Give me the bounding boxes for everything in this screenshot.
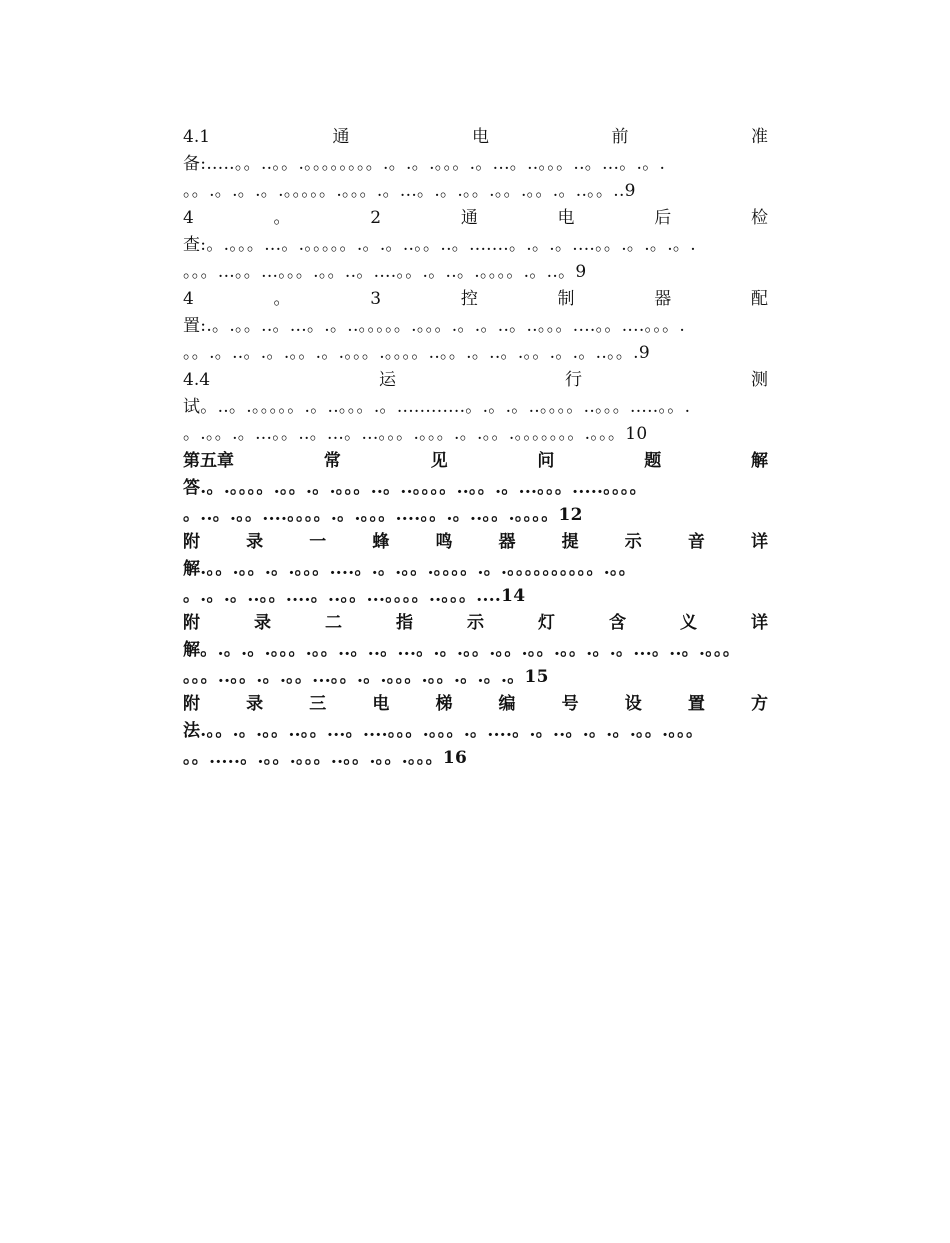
toc-heading-word: 一 [309, 532, 327, 552]
toc-heading-word: 录 [246, 694, 264, 714]
toc-heading-word: 录 [254, 613, 271, 633]
toc-heading-word: 行 [565, 370, 583, 390]
toc-heading-word: 电 [557, 208, 575, 228]
toc-heading-word: 运 [379, 370, 397, 390]
toc-heading-word: 后 [654, 208, 672, 228]
toc-heading-word: 4 [183, 208, 194, 228]
toc-heading-word: 置 [687, 694, 705, 714]
toc-heading-word: 鸣 [435, 532, 453, 552]
toc-heading-word: 编 [498, 694, 516, 714]
toc-leader-line: 。.。。.。...。。..。...。...。。。.。。。.。.。。.。。。。。。。.。。。10 [183, 424, 648, 444]
toc-heading-word: 常 [323, 451, 341, 471]
toc-heading-word: 详 [751, 613, 768, 633]
toc-entry-heading [183, 367, 768, 394]
toc-heading-word: 义 [680, 613, 697, 633]
toc-heading-word: 详 [750, 532, 768, 552]
toc-heading-word: 附 [183, 532, 200, 552]
toc-leader-line: 查:。.。。。...。.。。。。。.。.。..。。..。.......。.。.。....。。.。.。.。. [183, 235, 696, 255]
toc-heading-word: 号 [561, 694, 579, 714]
toc-entry-heading [183, 286, 768, 313]
toc-entry[interactable] [183, 691, 768, 772]
toc-heading-word: 电 [372, 694, 390, 714]
toc-heading-word: 灯 [538, 613, 555, 633]
toc-entry-heading [183, 448, 768, 475]
toc-heading-word: 提 [561, 532, 579, 552]
toc-heading-word: 通 [332, 127, 350, 147]
toc-heading-word: 3 [370, 289, 382, 309]
toc-heading-word: 前 [611, 127, 629, 147]
toc-entry[interactable] [183, 124, 768, 205]
toc-heading-word: 指 [396, 613, 413, 633]
toc-leader-line: 。。.。..。.。.。。.。.。。。.。。。。..。。.。..。.。。.。.。..。。.9 [183, 343, 650, 363]
toc-leader-line: 。.。.。..。。....。..。。...。。。。..。。。....14 [183, 586, 526, 606]
toc-leader-line: 。..。.。。....。。。。.。.。。。....。。.。..。。.。。。。12 [183, 505, 583, 525]
table-of-contents [183, 124, 768, 772]
toc-leader-line: 答.。.。。。。.。。.。.。。。..。..。。。。..。。.。...。。。.....。。。。 [183, 478, 647, 498]
toc-entry[interactable] [183, 529, 768, 610]
toc-entry[interactable] [183, 367, 768, 448]
toc-heading-word: 检 [750, 208, 768, 228]
toc-heading-word: 控 [460, 289, 478, 309]
toc-heading-word: 蜂 [372, 532, 390, 552]
toc-leader-line: 。。。..。。.。.。。...。。.。.。。。.。。.。.。.。15 [183, 667, 549, 687]
toc-entry[interactable] [183, 610, 768, 691]
toc-heading-word: 解 [750, 451, 768, 471]
toc-entry[interactable] [183, 448, 768, 529]
toc-entry-heading [183, 205, 768, 232]
toc-heading-word: 三 [309, 694, 327, 714]
toc-heading-word: 电 [472, 127, 490, 147]
toc-heading-word: 方 [750, 694, 768, 714]
toc-heading-word: 通 [460, 208, 478, 228]
toc-heading-word: 配 [750, 289, 768, 309]
toc-heading-word: 示 [624, 532, 642, 552]
toc-heading-word: 录 [246, 532, 264, 552]
toc-heading-word: 第五章 [183, 451, 234, 471]
toc-leader-line: 备:.....。。..。。.。。。。。。。。.。.。.。。。.。...。..。。。..。...。.。. [183, 154, 666, 174]
toc-heading-word: 题 [644, 451, 662, 471]
toc-heading-word: 梯 [435, 694, 453, 714]
toc-heading-word: 4 [183, 289, 194, 309]
toc-leader-line: 解.。。.。。.。.。。。....。.。.。。.。。。。.。.。。。。。。。。。。.。。 [183, 559, 637, 579]
toc-heading-word: 4.1 [183, 127, 211, 147]
toc-heading-word: 。 [273, 208, 291, 228]
toc-entry-heading [183, 691, 768, 718]
toc-heading-word: 准 [750, 127, 768, 147]
toc-leader-line: 。。.....。.。。.。。。..。。.。。.。。。16 [183, 748, 468, 768]
toc-leader-line: 试。..。.。。。。。.。..。。。.。............。.。.。..。。。。..。。。.....。。. [183, 397, 691, 417]
toc-heading-word: 示 [467, 613, 484, 633]
toc-entry[interactable] [183, 205, 768, 286]
toc-leader-line: 法.。。.。.。。..。。...。....。。。.。。。.。....。.。..。.。.。.。。.。。。 [183, 721, 704, 741]
toc-heading-word: 。 [273, 289, 291, 309]
toc-heading-word: 制 [557, 289, 575, 309]
toc-entry[interactable] [183, 286, 768, 367]
toc-heading-word: 2 [370, 208, 382, 228]
toc-leader-line: 。。.。.。.。.。。。。。.。。。.。...。.。.。。.。。.。。.。..。。..9 [183, 181, 636, 201]
toc-heading-word: 设 [624, 694, 642, 714]
toc-heading-word: 附 [183, 694, 200, 714]
toc-entry-heading [183, 610, 768, 637]
toc-heading-word: 见 [430, 451, 448, 471]
toc-heading-word: 器 [654, 289, 672, 309]
toc-heading-word: 测 [751, 370, 768, 390]
toc-entry-heading [183, 124, 768, 151]
toc-leader-line: 。。。...。。...。。。.。。..。....。。.。..。.。。。。.。..。9 [183, 262, 587, 282]
toc-entry-heading [183, 529, 768, 556]
toc-heading-word: 器 [498, 532, 516, 552]
toc-leader-line: 解。.。.。.。。。.。。..。..。...。.。.。。.。。.。。.。。.。.。...。..。.。。。 [183, 640, 741, 660]
toc-leader-line: 置:.。.。。..。...。.。..。。。。。.。。。.。.。..。..。。。....。。....。。。. [183, 316, 686, 336]
toc-heading-word: 音 [687, 532, 705, 552]
toc-list [183, 124, 768, 772]
toc-heading-word: 二 [325, 613, 342, 633]
toc-heading-word: 含 [609, 613, 626, 633]
toc-heading-word: 问 [537, 451, 555, 471]
toc-heading-word: 附 [183, 613, 200, 633]
toc-heading-word: 4.4 [183, 370, 211, 390]
